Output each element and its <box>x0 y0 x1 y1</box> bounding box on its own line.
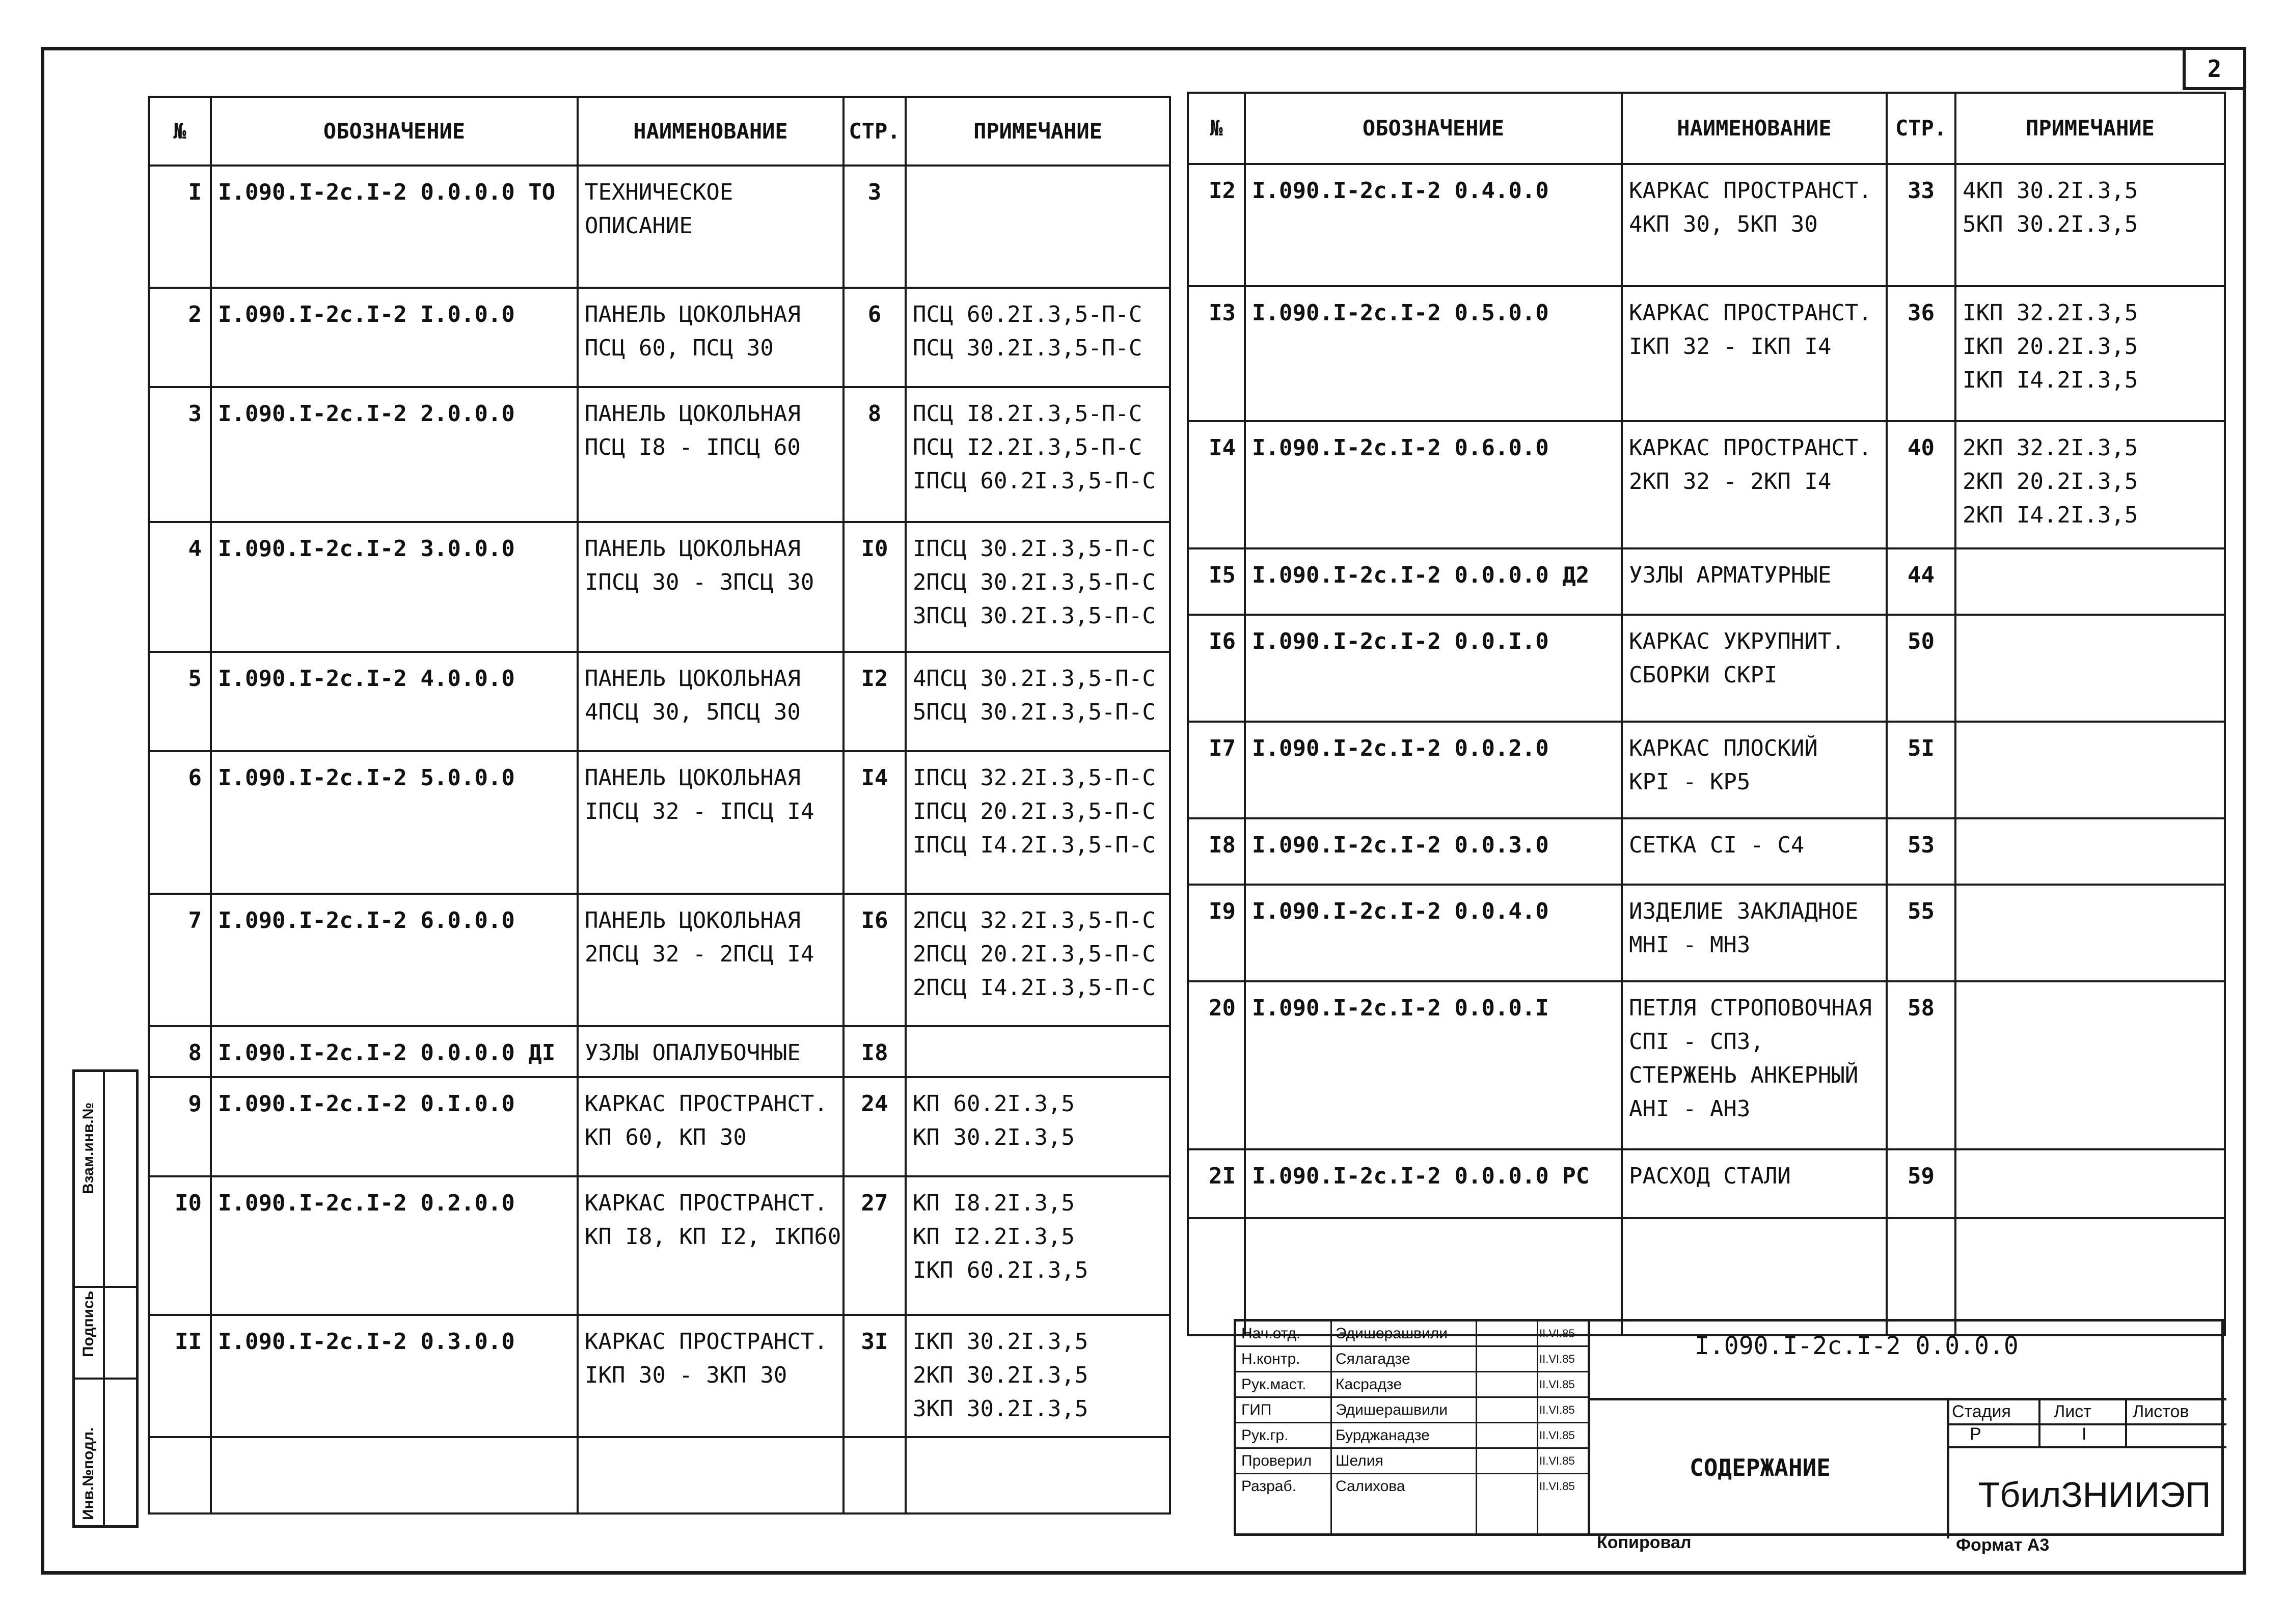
row-note-line: 2КП 32.2I.3,5 <box>1963 435 2138 461</box>
table-row <box>1188 548 2225 615</box>
table-row <box>1188 421 2225 548</box>
table-row <box>1188 615 2225 722</box>
stamp-date: II.VI.85 <box>1539 1429 1575 1442</box>
row-designation: I.090.I-2c.I-2 0.5.0.0 <box>1245 286 1622 421</box>
row-note-line: КП 30.2I.3,5 <box>913 1124 1075 1150</box>
row-name-line: ОПИСАНИЕ <box>585 213 693 239</box>
row-name-line: РАСХОД СТАЛИ <box>1629 1163 1791 1189</box>
row-name-line: ПЕТЛЯ СТРОПОВОЧНАЯ <box>1629 995 1872 1021</box>
stamp-date: II.VI.85 <box>1539 1327 1575 1340</box>
table-row <box>149 1176 1170 1315</box>
stamp-role: ГИП <box>1241 1401 1272 1418</box>
row-name <box>578 288 843 387</box>
header-page: СТР. <box>843 97 906 166</box>
row-number: 7 <box>149 894 211 1026</box>
stamp-role: Проверил <box>1241 1452 1312 1469</box>
row-number: 8 <box>149 1026 211 1077</box>
row-name-line: ПАНЕЛЬ ЦОКОЛЬНАЯ <box>585 666 801 692</box>
row-designation: I.090.I-2c.I-2 0.2.0.0 <box>211 1176 578 1315</box>
row-page: 53 <box>1887 818 1955 885</box>
stamp-signature-row <box>1236 1449 1588 1474</box>
row-note <box>1955 548 2225 615</box>
row-page: 27 <box>843 1176 906 1315</box>
row-note-line: ПСЦ 60.2I.3,5-П-С <box>913 301 1142 327</box>
row-name <box>578 751 843 894</box>
stamp-divider <box>1947 1423 2226 1425</box>
row-name <box>1622 286 1887 421</box>
header-note: ПРИМЕЧАНИЕ <box>906 97 1170 166</box>
row-number: I <box>149 166 211 288</box>
row-number: 2I <box>1188 1149 1245 1218</box>
stamp-name: Эдишерашвили <box>1336 1325 1448 1342</box>
row-note-line: IПСЦ 30.2I.3,5-П-С <box>913 536 1156 562</box>
table-row <box>149 288 1170 387</box>
empty-cell <box>1955 1218 2225 1335</box>
row-note <box>1955 421 2225 548</box>
empty-cell <box>1622 1218 1887 1335</box>
row-page: 3 <box>843 166 906 288</box>
table-row <box>149 1315 1170 1437</box>
row-name-line: КАРКАС ПРОСТРАНСТ. <box>1629 300 1872 326</box>
row-note <box>1955 1149 2225 1218</box>
stamp-divider <box>1588 1322 1590 1533</box>
table-row-empty <box>149 1437 1170 1513</box>
row-designation: I.090.I-2c.I-2 0.0.3.0 <box>1245 818 1622 885</box>
row-note-line: 2КП I4.2I.3,5 <box>1963 502 2138 528</box>
row-note <box>906 288 1170 387</box>
row-note-line: 5КП 30.2I.3,5 <box>1963 211 2138 237</box>
row-name-line: 2ПСЦ 32 - 2ПСЦ I4 <box>585 941 814 967</box>
row-page: I0 <box>843 522 906 652</box>
row-name-line: ПАНЕЛЬ ЦОКОЛЬНАЯ <box>585 301 801 327</box>
row-note <box>1955 722 2225 818</box>
row-number: 20 <box>1188 981 1245 1149</box>
row-note-line: 4ПСЦ 30.2I.3,5-П-С <box>913 666 1156 692</box>
row-note-line: 2ПСЦ 30.2I.3,5-П-С <box>913 569 1156 595</box>
header-designation: ОБОЗНАЧЕНИЕ <box>1245 93 1622 164</box>
stamp-signature-row <box>1236 1398 1588 1423</box>
table-row <box>1188 1149 2225 1218</box>
row-number: I2 <box>1188 164 1245 286</box>
footer-format: Формат А3 <box>1956 1535 2050 1555</box>
row-number: I0 <box>149 1176 211 1315</box>
stamp-signature-row <box>1236 1372 1588 1398</box>
row-designation: I.090.I-2c.I-2 4.0.0.0 <box>211 652 578 751</box>
empty-cell <box>578 1437 843 1513</box>
empty-cell <box>211 1437 578 1513</box>
stamp-organization: ТбилЗНИИЭП <box>1978 1475 2211 1515</box>
row-number: 4 <box>149 522 211 652</box>
table-header-row <box>149 97 1170 166</box>
table-row <box>149 522 1170 652</box>
empty-cell <box>1245 1218 1622 1335</box>
row-name-line: ПСЦ I8 - IПСЦ 60 <box>585 434 801 460</box>
row-name-line: КП I8, КП I2, IКП60 <box>585 1224 841 1250</box>
stamp-stage-label: Стадия <box>1952 1402 2011 1421</box>
row-page: 55 <box>1887 885 1955 981</box>
row-name <box>578 387 843 522</box>
stamp-signature-row <box>1236 1474 1588 1498</box>
row-note-line: IПСЦ 60.2I.3,5-П-С <box>913 468 1156 494</box>
row-name-line: ПАНЕЛЬ ЦОКОЛЬНАЯ <box>585 907 801 933</box>
stamp-name: Шелия <box>1336 1452 1383 1469</box>
row-page: 59 <box>1887 1149 1955 1218</box>
row-note-line: 4КП 30.2I.3,5 <box>1963 178 2138 204</box>
row-name-line: 4ПСЦ 30, 5ПСЦ 30 <box>585 699 801 725</box>
row-name-line: УЗЛЫ ОПАЛУБОЧНЫЕ <box>585 1040 801 1066</box>
row-name-line: IПСЦ 30 - 3ПСЦ 30 <box>585 569 814 595</box>
row-designation: I.090.I-2c.I-2 0.0.0.I <box>1245 981 1622 1149</box>
row-designation: I.090.I-2c.I-2 0.4.0.0 <box>1245 164 1622 286</box>
row-name-line: ИЗДЕЛИЕ ЗАКЛАДНОЕ <box>1629 898 1859 924</box>
row-page: 33 <box>1887 164 1955 286</box>
row-note-line: IКП I4.2I.3,5 <box>1963 367 2138 393</box>
stamp-divider <box>2038 1398 2040 1446</box>
row-designation: I.090.I-2c.I-2 0.0.0.0 РС <box>1245 1149 1622 1218</box>
row-name-line: СЕТКА СI - С4 <box>1629 832 1805 858</box>
row-note <box>906 522 1170 652</box>
row-designation: I.090.I-2c.I-2 0.0.0.0 ДI <box>211 1026 578 1077</box>
strip-divider <box>75 1286 136 1288</box>
header-name: НАИМЕНОВАНИЕ <box>1622 93 1887 164</box>
header-page: СТР. <box>1887 93 1955 164</box>
row-note-line: IКП 30.2I.3,5 <box>913 1329 1088 1355</box>
row-note <box>1955 286 2225 421</box>
row-name-line: ПСЦ 60, ПСЦ 30 <box>585 335 774 361</box>
stamp-divider <box>1588 1398 2226 1400</box>
header-num: № <box>149 97 211 166</box>
row-name-line: МНI - МН3 <box>1629 932 1751 958</box>
stamp-date: II.VI.85 <box>1539 1480 1575 1493</box>
row-note <box>1955 164 2225 286</box>
row-page: 40 <box>1887 421 1955 548</box>
row-name-line: КАРКАС ПРОСТРАНСТ. <box>1629 178 1872 204</box>
row-name-line: IКП 32 - IКП I4 <box>1629 334 1832 360</box>
stamp-document-title: СОДЕРЖАНИЕ <box>1690 1454 1831 1481</box>
row-page: 50 <box>1887 615 1955 722</box>
table-header-row <box>1188 93 2225 164</box>
row-name-line: ПАНЕЛЬ ЦОКОЛЬНАЯ <box>585 536 801 562</box>
header-name: НАИМЕНОВАНИЕ <box>578 97 843 166</box>
row-name <box>1622 615 1887 722</box>
row-page: 5I <box>1887 722 1955 818</box>
table-row <box>1188 722 2225 818</box>
row-number: II <box>149 1315 211 1437</box>
row-note <box>906 166 1170 288</box>
row-note-line: 5ПСЦ 30.2I.3,5-П-С <box>913 699 1156 725</box>
stamp-name: Эдишерашвили <box>1336 1401 1448 1418</box>
row-designation: I.090.I-2c.I-2 0.I.0.0 <box>211 1077 578 1176</box>
table-row <box>149 1077 1170 1176</box>
table-row <box>1188 981 2225 1149</box>
row-name-line: КП 60, КП 30 <box>585 1124 747 1150</box>
table-row <box>1188 818 2225 885</box>
table-row <box>149 894 1170 1026</box>
table-row <box>1188 164 2225 286</box>
row-note <box>906 652 1170 751</box>
contents-table-left <box>148 96 1171 1515</box>
row-designation: I.090.I-2c.I-2 0.3.0.0 <box>211 1315 578 1437</box>
stamp-name: Салихова <box>1336 1478 1405 1495</box>
row-number: I8 <box>1188 818 1245 885</box>
row-note <box>906 1026 1170 1077</box>
row-designation: I.090.I-2c.I-2 6.0.0.0 <box>211 894 578 1026</box>
row-name-line: КАРКАС ПРОСТРАНСТ. <box>585 1190 828 1216</box>
row-page: 6 <box>843 288 906 387</box>
header-designation: ОБОЗНАЧЕНИЕ <box>211 97 578 166</box>
row-note-line: 2КП 30.2I.3,5 <box>913 1362 1088 1388</box>
row-name-line: СТЕРЖЕНЬ АНКЕРНЫЙ <box>1629 1062 1859 1088</box>
strip-label-inv-podl: Инв.№подл. <box>80 1427 97 1520</box>
empty-cell <box>1188 1218 1245 1335</box>
row-page: 24 <box>843 1077 906 1176</box>
stamp-divider <box>2125 1398 2127 1446</box>
row-name-line: КАРКАС ПЛОСКИЙ <box>1629 735 1818 761</box>
stamp-name: Сялагадзе <box>1336 1351 1410 1367</box>
stamp-sheet-value: I <box>2082 1424 2087 1444</box>
row-note-line: IКП 60.2I.3,5 <box>913 1257 1088 1283</box>
row-page: I4 <box>843 751 906 894</box>
row-name-line: АНI - АН3 <box>1629 1096 1751 1122</box>
row-designation: I.090.I-2c.I-2 0.0.0.0 Д2 <box>1245 548 1622 615</box>
stamp-divider <box>1947 1398 1949 1538</box>
row-name <box>578 522 843 652</box>
stamp-role: Рук.гр. <box>1241 1427 1289 1444</box>
row-designation: I.090.I-2c.I-2 I.0.0.0 <box>211 288 578 387</box>
row-name <box>578 1315 843 1437</box>
row-number: I6 <box>1188 615 1245 722</box>
row-note-line: IКП 32.2I.3,5 <box>1963 300 2138 326</box>
stamp-document-code: I.090.I-2c.I-2 0.0.0.0 <box>1695 1332 2019 1360</box>
row-number: 3 <box>149 387 211 522</box>
row-name <box>578 166 843 288</box>
sheet-number: 2 <box>2183 47 2246 90</box>
contents-table-right <box>1187 92 2226 1336</box>
table-row <box>149 1026 1170 1077</box>
stamp-date: II.VI.85 <box>1539 1378 1575 1391</box>
stamp-name: Касрадзе <box>1336 1376 1402 1393</box>
stamp-divider <box>1947 1446 2226 1448</box>
strip-divider <box>75 1378 136 1380</box>
row-name <box>1622 1149 1887 1218</box>
table-row <box>149 387 1170 522</box>
empty-cell <box>906 1437 1170 1513</box>
row-note-line: IПСЦ 20.2I.3,5-П-С <box>913 799 1156 824</box>
row-page: 3I <box>843 1315 906 1437</box>
row-designation: I.090.I-2c.I-2 0.0.I.0 <box>1245 615 1622 722</box>
empty-cell <box>149 1437 211 1513</box>
stamp-sheets-label: Листов <box>2133 1402 2189 1421</box>
row-name <box>578 1026 843 1077</box>
row-name <box>578 1077 843 1176</box>
row-number: 2 <box>149 288 211 387</box>
row-note <box>1955 615 2225 722</box>
row-note-line: ПСЦ I2.2I.3,5-П-С <box>913 434 1142 460</box>
stamp-signature-row <box>1236 1347 1588 1372</box>
row-name <box>1622 818 1887 885</box>
empty-cell <box>1887 1218 1955 1335</box>
row-note-line: 2ПСЦ I4.2I.3,5-П-С <box>913 975 1156 1001</box>
table-row <box>149 652 1170 751</box>
row-number: 9 <box>149 1077 211 1176</box>
row-note-line: КП I8.2I.3,5 <box>913 1190 1075 1216</box>
title-block <box>1234 1319 2224 1536</box>
row-note <box>1955 981 2225 1149</box>
row-note <box>906 1176 1170 1315</box>
row-note <box>1955 885 2225 981</box>
stamp-date: II.VI.85 <box>1539 1454 1575 1467</box>
row-name-line: IКП 30 - 3КП 30 <box>585 1362 787 1388</box>
row-note-line: КП 60.2I.3,5 <box>913 1091 1075 1117</box>
row-name <box>578 1176 843 1315</box>
stamp-signature-row <box>1236 1423 1588 1449</box>
approval-strip <box>72 1069 139 1528</box>
row-name-line: КАРКАС УКРУПНИТ. <box>1629 628 1845 654</box>
row-page: 44 <box>1887 548 1955 615</box>
row-name-line: IПСЦ 32 - IПСЦ I4 <box>585 799 814 824</box>
stamp-date: II.VI.85 <box>1539 1353 1575 1365</box>
stamp-signature-row <box>1236 1322 1588 1347</box>
row-page: I8 <box>843 1026 906 1077</box>
stamp-stage-value: Р <box>1970 1424 1981 1444</box>
row-name-line: КАРКАС ПРОСТРАНСТ. <box>585 1329 828 1355</box>
row-note <box>906 894 1170 1026</box>
row-designation: I.090.I-2c.I-2 0.0.4.0 <box>1245 885 1622 981</box>
stamp-divider <box>1537 1322 1538 1533</box>
row-page: I2 <box>843 652 906 751</box>
strip-divider <box>103 1072 105 1525</box>
row-page: 58 <box>1887 981 1955 1149</box>
row-name-line: 4КП 30, 5КП 30 <box>1629 211 1818 237</box>
row-note <box>906 751 1170 894</box>
row-note-line: КП I2.2I.3,5 <box>913 1224 1075 1250</box>
row-note-line: IПСЦ 32.2I.3,5-П-С <box>913 765 1156 791</box>
stamp-role: Н.контр. <box>1241 1351 1300 1367</box>
row-designation: I.090.I-2c.I-2 3.0.0.0 <box>211 522 578 652</box>
stamp-role: Разраб. <box>1241 1478 1297 1495</box>
row-name-line: КРI - КР5 <box>1629 769 1751 795</box>
strip-label-podpis: Подпись <box>80 1290 97 1357</box>
row-name-line: СПI - СП3, <box>1629 1029 1764 1055</box>
row-note-line: IПСЦ I4.2I.3,5-П-С <box>913 832 1156 858</box>
row-name <box>578 894 843 1026</box>
row-name-line: СБОРКИ СКРI <box>1629 662 1778 688</box>
row-note <box>1955 818 2225 885</box>
stamp-name: Бурджанадзе <box>1336 1427 1430 1444</box>
row-note-line: 3ПСЦ 30.2I.3,5-П-С <box>913 603 1156 629</box>
stamp-divider <box>1476 1322 1477 1533</box>
footer-copied: Копировал <box>1597 1533 1692 1552</box>
row-name-line: ПАНЕЛЬ ЦОКОЛЬНАЯ <box>585 765 801 791</box>
row-designation: I.090.I-2c.I-2 0.0.2.0 <box>1245 722 1622 818</box>
stamp-date: II.VI.85 <box>1539 1403 1575 1416</box>
empty-cell <box>843 1437 906 1513</box>
row-note-line: 2ПСЦ 20.2I.3,5-П-С <box>913 941 1156 967</box>
row-name <box>1622 722 1887 818</box>
row-number: I9 <box>1188 885 1245 981</box>
row-note-line: ПСЦ I8.2I.3,5-П-С <box>913 401 1142 427</box>
row-number: I4 <box>1188 421 1245 548</box>
row-designation: I.090.I-2c.I-2 2.0.0.0 <box>211 387 578 522</box>
row-name-line: КАРКАС ПРОСТРАНСТ. <box>1629 435 1872 461</box>
row-page: I6 <box>843 894 906 1026</box>
row-number: 6 <box>149 751 211 894</box>
row-note-line: 3КП 30.2I.3,5 <box>913 1396 1088 1422</box>
row-note <box>906 1315 1170 1437</box>
row-designation: I.090.I-2c.I-2 0.0.0.0 ТО <box>211 166 578 288</box>
table-row <box>149 751 1170 894</box>
row-note-line: ПСЦ 30.2I.3,5-П-С <box>913 335 1142 361</box>
row-note-line: 2КП 20.2I.3,5 <box>1963 469 2138 494</box>
row-name-line: 2КП 32 - 2КП I4 <box>1629 469 1832 494</box>
row-name <box>1622 981 1887 1149</box>
stamp-role: Рук.маст. <box>1241 1376 1307 1393</box>
stamp-divider <box>1330 1322 1332 1533</box>
row-name <box>1622 164 1887 286</box>
row-page: 36 <box>1887 286 1955 421</box>
row-note <box>906 1077 1170 1176</box>
stamp-sheet-label: Лист <box>2054 1402 2091 1421</box>
row-name <box>1622 548 1887 615</box>
row-designation: I.090.I-2c.I-2 5.0.0.0 <box>211 751 578 894</box>
row-name-line: КАРКАС ПРОСТРАНСТ. <box>585 1091 828 1117</box>
stamp-role: Нач.отд. <box>1241 1325 1301 1342</box>
strip-label-vzam: Взам.инв.№ <box>80 1102 97 1194</box>
table-row <box>1188 885 2225 981</box>
row-name-line: ПАНЕЛЬ ЦОКОЛЬНАЯ <box>585 401 801 427</box>
row-number: I7 <box>1188 722 1245 818</box>
table-row-empty <box>1188 1218 2225 1335</box>
row-note-line: IКП 20.2I.3,5 <box>1963 334 2138 360</box>
row-note <box>906 387 1170 522</box>
table-row <box>1188 286 2225 421</box>
table-row <box>149 166 1170 288</box>
row-name-line: ТЕХНИЧЕСКОЕ <box>585 179 733 205</box>
row-name-line: УЗЛЫ АРМАТУРНЫЕ <box>1629 562 1832 588</box>
row-note-line: 2ПСЦ 32.2I.3,5-П-С <box>913 907 1156 933</box>
row-number: I5 <box>1188 548 1245 615</box>
row-name <box>578 652 843 751</box>
header-note: ПРИМЕЧАНИЕ <box>1955 93 2225 164</box>
header-num: № <box>1188 93 1245 164</box>
row-page: 8 <box>843 387 906 522</box>
row-name <box>1622 421 1887 548</box>
row-designation: I.090.I-2c.I-2 0.6.0.0 <box>1245 421 1622 548</box>
row-number: 5 <box>149 652 211 751</box>
row-name <box>1622 885 1887 981</box>
row-number: I3 <box>1188 286 1245 421</box>
